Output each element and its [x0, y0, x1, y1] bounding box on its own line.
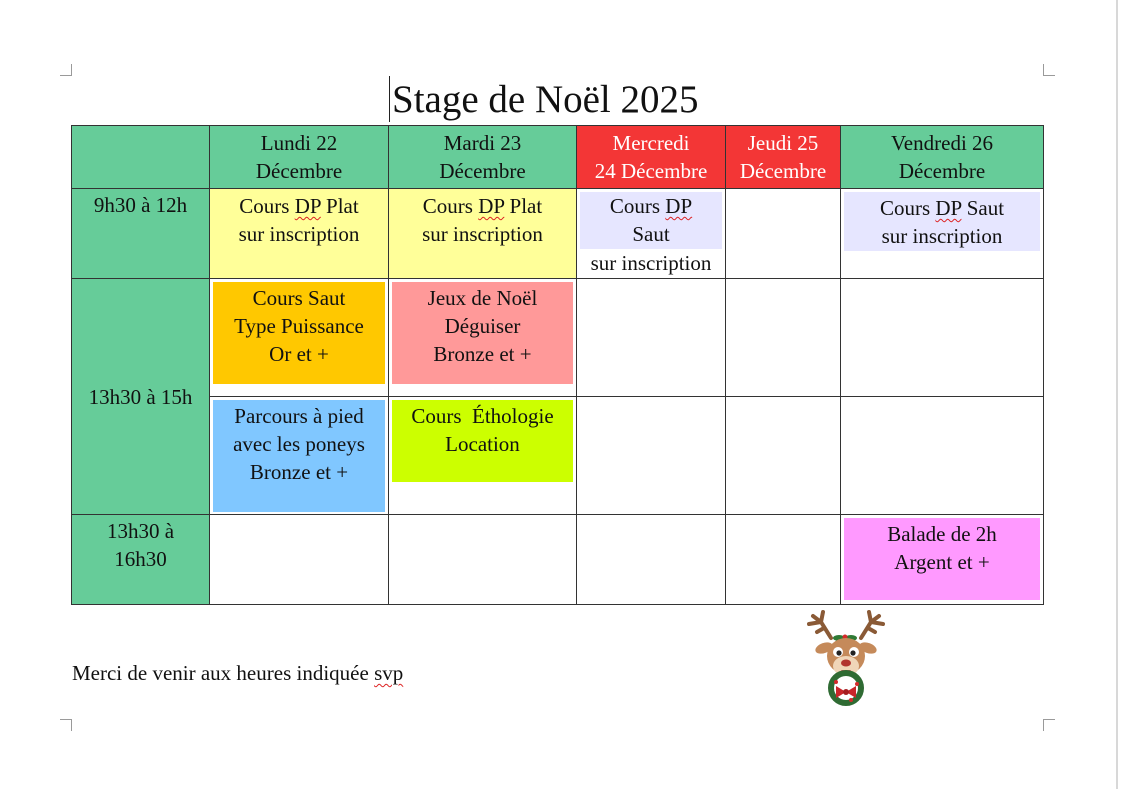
slot-tue-morning[interactable] — [389, 189, 577, 279]
corner-cell[interactable] — [72, 126, 210, 189]
activity-level: Bronze et + — [249, 460, 349, 484]
text-cursor — [389, 76, 390, 122]
slot-mon-morning[interactable] — [210, 189, 389, 279]
day-name: Mercredi — [612, 131, 690, 155]
activity-type: avec les poneys — [233, 432, 365, 456]
activity-block — [392, 400, 573, 482]
activity-title: Cours DP — [609, 194, 693, 218]
day-name: Vendredi 26 — [890, 131, 994, 155]
day-header-fri[interactable] — [841, 126, 1044, 189]
activity-level: Bronze et + — [433, 342, 532, 366]
slot-mon-afternoon-1[interactable] — [210, 279, 389, 397]
activity-note: sur inscription — [881, 224, 1003, 248]
slot-thu-afternoon-1[interactable] — [726, 279, 841, 397]
margin-mark-bottom-left — [60, 719, 72, 731]
slot-mon-late[interactable] — [210, 515, 389, 605]
slot-wed-afternoon-2[interactable] — [577, 397, 726, 515]
activity-type: Type Puissance — [234, 314, 364, 338]
day-month: Décembre — [439, 159, 526, 183]
margin-mark-top-left — [60, 64, 72, 76]
activity-block — [213, 282, 385, 384]
afternoon-row-1 — [72, 279, 1044, 397]
day-name: Jeudi 25 — [747, 131, 819, 155]
slot-thu-late[interactable] — [726, 515, 841, 605]
activity-title: Cours DP Saut — [879, 196, 1005, 220]
time-label: 9h30 à 12h — [93, 193, 188, 217]
activity-title: Jeux de Noël — [427, 286, 538, 310]
margin-mark-top-right — [1043, 64, 1055, 76]
footer-note[interactable]: Merci de venir aux heures indiquée svp — [72, 661, 404, 685]
activity-title: Cours DP Plat — [239, 194, 359, 218]
time-label: 16h30 — [114, 547, 167, 571]
activity-block — [392, 282, 573, 384]
activity-type: Déguiser — [444, 314, 521, 338]
activity-level: Argent et + — [894, 550, 990, 574]
day-name: Lundi 22 — [260, 131, 338, 155]
slot-fri-afternoon-1[interactable] — [841, 279, 1044, 397]
time-cell-morning[interactable] — [72, 189, 210, 279]
activity-type: Location — [445, 432, 520, 456]
activity-block — [844, 518, 1040, 600]
time-label: 13h30 à — [106, 519, 175, 543]
day-name: Mardi 23 — [443, 131, 522, 155]
slot-fri-morning[interactable] — [841, 189, 1044, 279]
slot-thu-morning[interactable] — [726, 189, 841, 279]
slot-wed-afternoon-1[interactable] — [577, 279, 726, 397]
slot-tue-afternoon-1[interactable] — [389, 279, 577, 397]
slot-wed-late[interactable] — [577, 515, 726, 605]
day-header-thu[interactable] — [726, 126, 841, 189]
time-cell-late[interactable] — [72, 515, 210, 605]
activity-title: Balade de 2h — [887, 522, 997, 546]
slot-fri-afternoon-2[interactable] — [841, 397, 1044, 515]
activity-title: Cours Éthologie — [411, 404, 554, 428]
page-title[interactable]: Stage de Noël 2025 — [392, 78, 699, 121]
morning-row — [72, 189, 1044, 279]
activity-block — [580, 192, 722, 249]
margin-mark-bottom-right — [1043, 719, 1055, 731]
time-label: 13h30 à 15h — [88, 384, 193, 409]
activity-note: sur inscription — [422, 222, 543, 246]
page-edge — [1116, 0, 1118, 789]
day-month: Décembre — [739, 159, 827, 183]
activity-title: Parcours à pied — [234, 404, 364, 428]
late-afternoon-row — [72, 515, 1044, 605]
slot-wed-morning[interactable] — [577, 189, 726, 279]
activity-note: sur inscription — [590, 251, 712, 275]
day-month: 24 Décembre — [594, 159, 708, 183]
activity-type: Saut — [632, 222, 670, 246]
activity-title: Cours DP Plat — [422, 194, 543, 218]
slot-mon-afternoon-2[interactable] — [210, 397, 389, 515]
day-month: Décembre — [898, 159, 986, 183]
header-row — [72, 126, 1044, 189]
day-header-tue[interactable] — [389, 126, 577, 189]
day-month: Décembre — [255, 159, 343, 183]
activity-title: Cours Saut — [252, 286, 346, 310]
afternoon-row-2 — [72, 397, 1044, 515]
reindeer-icon[interactable] — [791, 608, 901, 708]
slot-tue-late[interactable] — [389, 515, 577, 605]
activity-level: Or et + — [269, 342, 329, 366]
slot-fri-late[interactable] — [841, 515, 1044, 605]
slot-thu-afternoon-2[interactable] — [726, 397, 841, 515]
activity-block — [213, 400, 385, 512]
day-header-wed[interactable] — [577, 126, 726, 189]
schedule-table — [71, 125, 1044, 605]
activity-note: sur inscription — [238, 222, 360, 246]
slot-tue-afternoon-2[interactable] — [389, 397, 577, 515]
time-cell-afternoon[interactable] — [72, 279, 210, 515]
activity-block — [844, 192, 1040, 251]
day-header-mon[interactable] — [210, 126, 389, 189]
